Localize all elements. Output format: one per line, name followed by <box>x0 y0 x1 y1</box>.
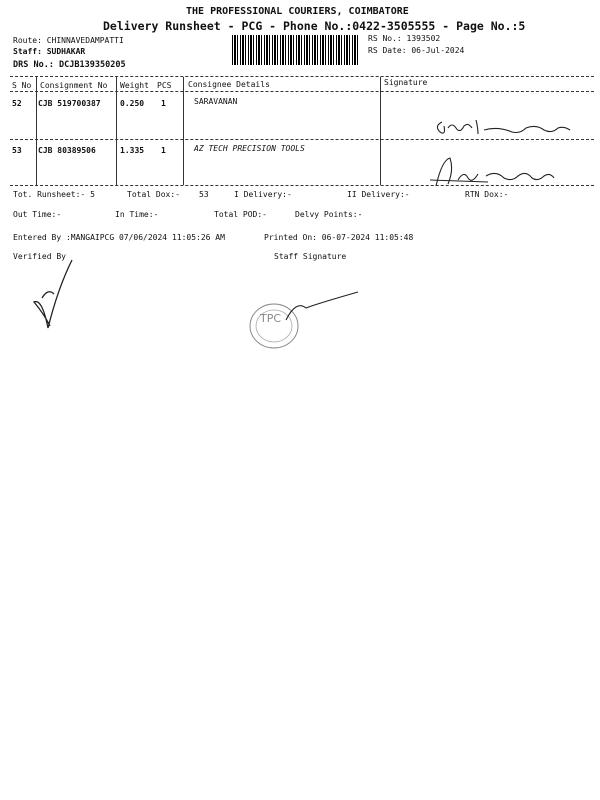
stamp-text: TPC <box>260 312 282 325</box>
table-top-border <box>10 76 594 77</box>
route: Route: CHINNAVEDAMPATTI <box>13 36 124 45</box>
in-time: In Time:- <box>115 210 159 219</box>
ii-delivery: II Delivery:- <box>347 190 410 199</box>
col-header-sno: S No <box>12 81 32 90</box>
row-pcs: 1 <box>161 146 166 155</box>
runsheet-title: Delivery Runsheet - PCG - Phone No.:0422-3505555 - Page No.:5 <box>103 19 526 33</box>
verified-signature <box>28 258 78 338</box>
barcode <box>232 35 360 65</box>
col-header-pcs: PCS <box>157 81 172 90</box>
table-header-border <box>10 91 594 92</box>
col-divider <box>380 77 381 185</box>
col-divider <box>116 77 117 185</box>
drs-number: DRS No.: DCJB139350205 <box>13 60 126 70</box>
company-title: THE PROFESSIONAL COURIERS, COIMBATORE <box>186 6 409 17</box>
total-dox-label: Total Dox:- <box>127 190 180 199</box>
col-header-signature: Signature <box>384 78 428 87</box>
row-pcs: 1 <box>161 99 166 108</box>
rtn-dox: RTN Dox:- <box>465 190 509 199</box>
total-dox-value: 53 <box>199 190 209 199</box>
row-sno: 52 <box>12 99 22 108</box>
row-sno: 53 <box>12 146 22 155</box>
row-consignee: SARAVANAN <box>194 97 238 106</box>
entered-by: Entered By :MANGAIPCG 07/06/2024 11:05:26 AM <box>13 233 225 242</box>
signature-scribble <box>428 150 578 192</box>
col-header-consignment: Consignment No <box>40 81 108 90</box>
row-weight: 0.250 <box>120 99 145 108</box>
signature-scribble <box>432 112 592 144</box>
total-pod: Total POD:- <box>214 210 267 219</box>
row-consignment: CJB 80389506 <box>38 146 96 155</box>
i-delivery: I Delivery:- <box>234 190 292 199</box>
staff: Staff: SUDHAKAR <box>13 47 86 56</box>
out-time: Out Time:- <box>13 210 62 219</box>
staff-signature-label: Staff Signature <box>274 252 347 261</box>
row-weight: 1.335 <box>120 146 145 155</box>
row-consignment: CJB 519700387 <box>38 99 101 108</box>
tot-runsheet: Tot. Runsheet:- 5 <box>13 190 95 199</box>
tpc-stamp <box>246 290 366 360</box>
col-header-weight: Weight <box>120 81 149 90</box>
row-consignee: AZ TECH PRECISION TOOLS <box>194 144 305 153</box>
printed-on: Printed On: 06-07-2024 11:05:48 <box>264 233 414 242</box>
rs-number: RS No.: 1393502 <box>368 34 441 43</box>
delvy-points: Delvy Points:- <box>295 210 363 219</box>
col-divider <box>36 77 37 185</box>
col-header-consignee: Consignee Details <box>188 80 270 89</box>
verified-by: Verified By <box>13 252 66 261</box>
col-divider <box>183 77 184 185</box>
rs-date: RS Date: 06-Jul-2024 <box>368 46 465 55</box>
